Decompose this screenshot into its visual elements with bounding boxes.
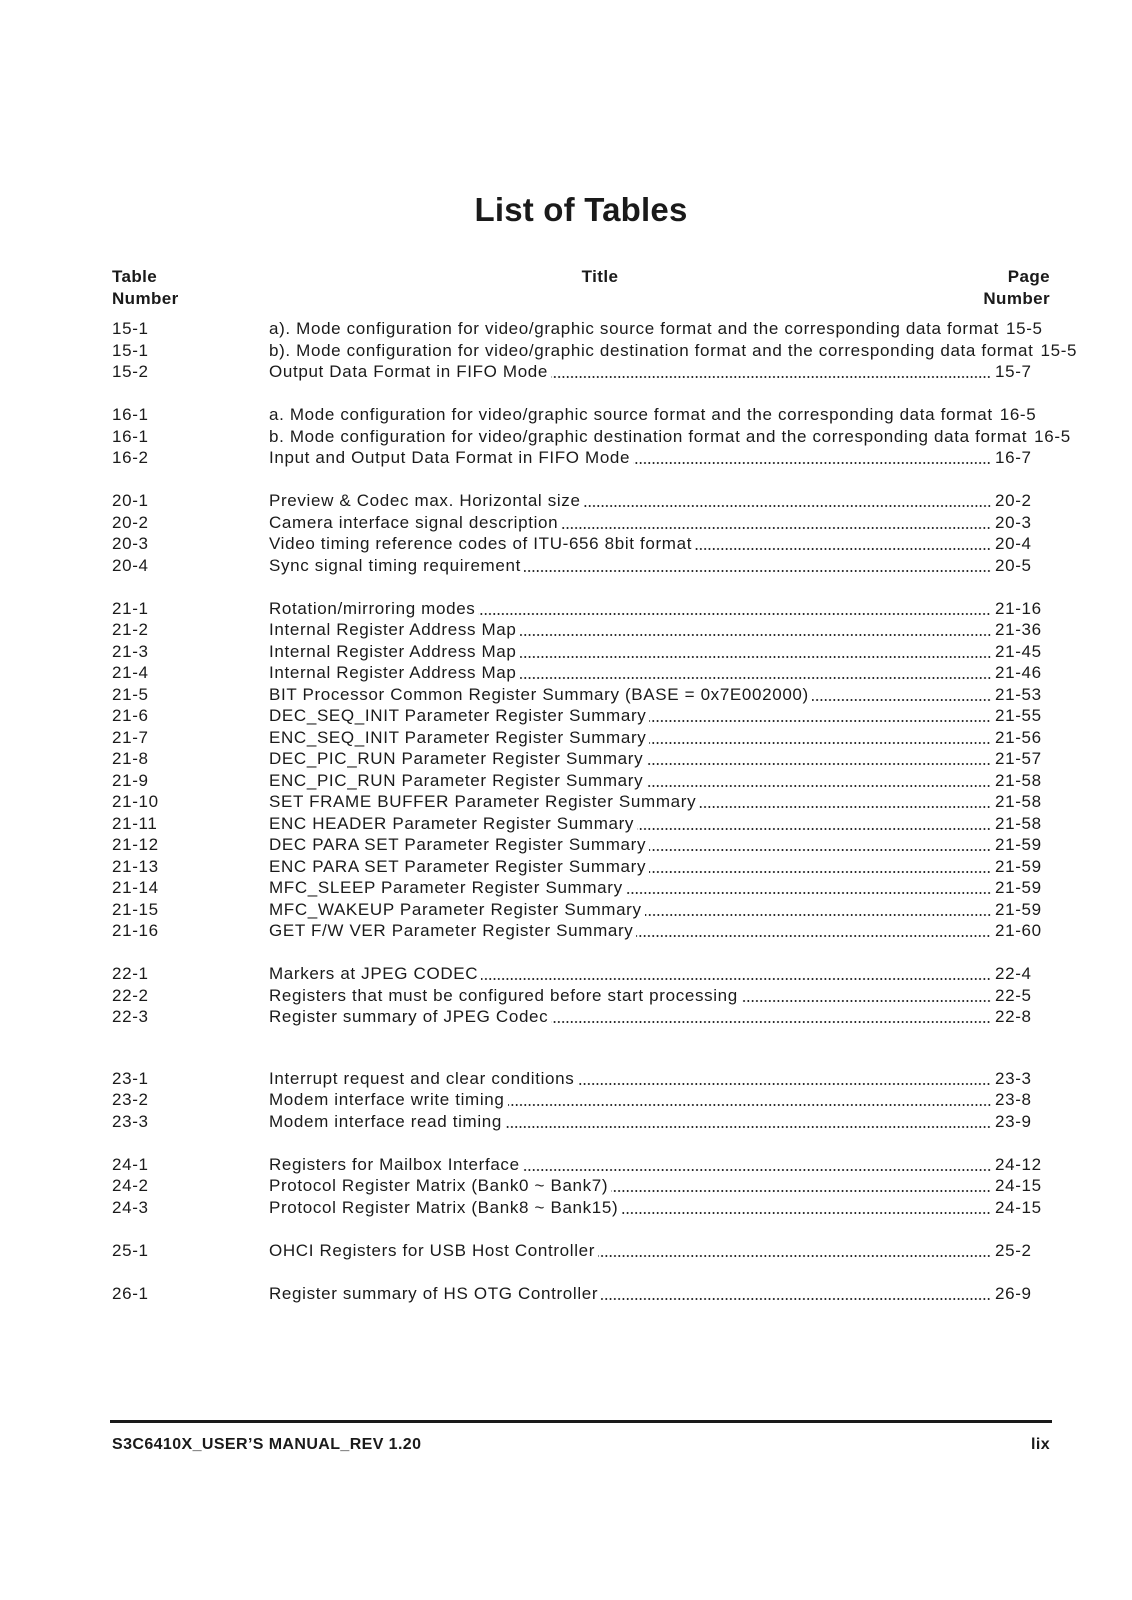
dot-leader — [478, 598, 991, 620]
entry-title: Protocol Register Matrix (Bank8 ~ Bank15) — [269, 1197, 619, 1217]
dot-leader — [649, 834, 991, 856]
footer-page-number: lix — [1031, 1436, 1050, 1453]
entry-title: OHCI Registers for USB Host Controller — [269, 1240, 596, 1260]
dot-leader — [584, 490, 991, 512]
entry-table-number: 20-4 — [112, 555, 149, 575]
dot-leader — [505, 1111, 991, 1133]
entry-title: SET FRAME BUFFER Parameter Register Summary — [269, 792, 697, 811]
dot-leader — [645, 899, 991, 921]
entry-table-number: 22-1 — [112, 964, 149, 983]
entry-page-number: 20-2 — [995, 491, 1032, 510]
entry-table-number: 21-13 — [112, 856, 159, 876]
table-entry[interactable] — [112, 834, 1052, 856]
entry-title: Sync signal timing requirement — [269, 555, 521, 575]
entry-table-number: 16-1 — [112, 426, 149, 446]
entry-title: DEC_SEQ_INIT Parameter Register Summary — [269, 706, 647, 725]
table-entry[interactable] — [112, 899, 1052, 921]
table-entry[interactable] — [112, 791, 1052, 813]
column-heading-line: Title — [581, 267, 619, 286]
entry-title: b. Mode configuration for video/graphic destination format and the corresponding data format — [269, 426, 1028, 446]
entry-title: Modem interface read timing — [269, 1111, 502, 1131]
dot-leader — [598, 1240, 991, 1262]
entry-table-number: 20-1 — [112, 491, 149, 510]
table-entry[interactable] — [112, 662, 1052, 684]
table-entry[interactable] — [112, 856, 1052, 878]
table-entry[interactable] — [112, 318, 1052, 340]
table-entry[interactable] — [112, 1197, 1052, 1219]
entry-title: Markers at JPEG CODEC — [269, 964, 479, 983]
entry-title: DEC PARA SET Parameter Register Summary — [269, 835, 647, 854]
entry-page-number: 22-4 — [995, 964, 1032, 983]
table-entry[interactable] — [112, 490, 1052, 512]
entry-table-number: 23-2 — [112, 1090, 149, 1109]
entry-page-number: 24-12 — [995, 1154, 1042, 1174]
entry-title: Modem interface write timing — [269, 1090, 505, 1109]
entry-page-number: 20-5 — [995, 555, 1032, 575]
entry-title: b). Mode configuration for video/graphic destination format and the corresponding data format — [269, 340, 1034, 360]
entry-page-number: 22-8 — [995, 1007, 1032, 1026]
column-heading-table-number — [112, 266, 179, 310]
column-headings — [112, 266, 1050, 310]
footer-manual-title: S3C6410X_USER’S MANUAL_REV 1.20 — [112, 1436, 422, 1453]
table-group-25 — [112, 1240, 1052, 1262]
dot-leader — [695, 533, 991, 555]
table-group-15 — [112, 318, 1078, 383]
entry-title: ENC PARA SET Parameter Register Summary — [269, 856, 647, 876]
entry-page-number: 23-3 — [995, 1068, 1032, 1088]
table-entry[interactable] — [112, 985, 1052, 1007]
entry-page-number: 21-53 — [995, 684, 1042, 704]
dot-leader — [520, 641, 991, 663]
entry-title: Preview & Codec max. Horizontal size — [269, 491, 581, 510]
entry-page-number: 21-46 — [995, 663, 1042, 682]
entry-table-number: 22-2 — [112, 985, 149, 1005]
footer-divider — [110, 1420, 1052, 1423]
entry-page-number: 21-59 — [995, 878, 1042, 897]
entry-title: MFC_WAKEUP Parameter Register Summary — [269, 899, 642, 919]
entry-page-number: 23-8 — [995, 1090, 1032, 1109]
table-entry[interactable] — [112, 1154, 1052, 1176]
dot-leader — [481, 963, 991, 985]
entry-table-number: 24-1 — [112, 1154, 149, 1174]
entry-title: ENC_PIC_RUN Parameter Register Summary — [269, 770, 644, 790]
entry-title: DEC_PIC_RUN Parameter Register Summary — [269, 749, 644, 768]
column-heading-page-number — [983, 266, 1050, 310]
table-entry[interactable] — [112, 1111, 1052, 1133]
dot-leader — [520, 662, 991, 684]
entry-page-number: 26-9 — [995, 1283, 1032, 1303]
entry-table-number: 16-1 — [112, 405, 149, 424]
table-entry[interactable] — [112, 555, 1052, 577]
dot-leader — [508, 1089, 992, 1111]
entry-title: Interrupt request and clear conditions — [269, 1068, 575, 1088]
dot-leader — [611, 1175, 991, 1197]
entry-table-number: 15-2 — [112, 362, 149, 381]
entry-page-number: 16-5 — [1034, 426, 1071, 446]
dot-leader — [637, 813, 991, 835]
table-group-23 — [112, 1068, 1052, 1133]
table-entry[interactable] — [112, 533, 1052, 555]
table-entry[interactable] — [112, 641, 1052, 663]
table-group-20 — [112, 490, 1052, 576]
dot-leader — [577, 1068, 991, 1090]
entry-title: Register summary of HS OTG Controller — [269, 1283, 599, 1303]
column-heading-line: Number — [983, 289, 1050, 308]
entry-title: GET F/W VER Parameter Register Summary — [269, 921, 634, 940]
dot-leader — [626, 877, 991, 899]
entry-table-number: 20-2 — [112, 512, 149, 532]
entry-table-number: 15-1 — [112, 340, 149, 360]
dot-leader — [699, 791, 991, 813]
table-entry[interactable] — [112, 404, 1052, 426]
dot-leader — [523, 1154, 991, 1176]
entry-table-number: 21-16 — [112, 921, 159, 940]
entry-table-number: 24-3 — [112, 1197, 149, 1217]
entry-title: Internal Register Address Map — [269, 641, 517, 661]
dot-leader — [649, 727, 991, 749]
entry-table-number: 21-9 — [112, 770, 149, 790]
dot-leader — [812, 684, 991, 706]
entry-title: Register summary of JPEG Codec — [269, 1007, 549, 1026]
entry-page-number: 21-60 — [995, 921, 1042, 940]
dot-leader — [649, 705, 991, 727]
table-entry[interactable] — [112, 770, 1052, 792]
entry-title: Video timing reference codes of ITU-656 8bit format — [269, 534, 693, 553]
entry-table-number: 21-8 — [112, 749, 149, 768]
entry-table-number: 21-11 — [112, 813, 158, 833]
table-entry[interactable] — [112, 340, 1078, 362]
dot-leader — [524, 555, 991, 577]
table-entry[interactable] — [112, 361, 1052, 383]
dot-leader — [561, 512, 991, 534]
column-heading-line: Table — [112, 267, 158, 286]
entry-title: ENC HEADER Parameter Register Summary — [269, 813, 635, 833]
dot-leader — [633, 447, 991, 469]
table-entry[interactable] — [112, 426, 1071, 448]
entry-table-number: 21-4 — [112, 663, 149, 682]
dot-leader — [520, 619, 991, 641]
entry-page-number: 16-7 — [995, 448, 1032, 467]
table-entry[interactable] — [112, 1240, 1052, 1262]
column-heading-line: Page — [1007, 267, 1050, 286]
table-entry[interactable] — [112, 705, 1052, 727]
entry-title: Rotation/mirroring modes — [269, 598, 476, 618]
entry-page-number: 21-59 — [995, 835, 1042, 854]
dot-leader — [621, 1197, 991, 1219]
dot-leader — [551, 361, 991, 383]
entry-table-number: 15-1 — [112, 319, 149, 338]
entry-table-number: 21-1 — [112, 598, 149, 618]
entry-page-number: 21-55 — [995, 706, 1042, 725]
entry-title: Internal Register Address Map — [269, 620, 517, 639]
entry-page-number: 20-3 — [995, 512, 1032, 532]
entry-table-number: 21-12 — [112, 835, 159, 854]
entry-title: MFC_SLEEP Parameter Register Summary — [269, 878, 623, 897]
table-entry[interactable] — [112, 598, 1052, 620]
page-footer — [112, 1435, 1050, 1455]
table-group-21 — [112, 598, 1052, 942]
entry-page-number: 23-9 — [995, 1111, 1032, 1131]
entry-page-number: 24-15 — [995, 1176, 1042, 1195]
table-entry[interactable] — [112, 1175, 1052, 1197]
entry-title: Registers that must be configured before start processing — [269, 985, 738, 1005]
entry-page-number: 21-59 — [995, 856, 1042, 876]
entry-table-number: 21-14 — [112, 878, 159, 897]
entry-page-number: 21-58 — [995, 813, 1042, 833]
entry-page-number: 16-5 — [999, 405, 1037, 424]
table-entry[interactable] — [112, 1068, 1052, 1090]
entry-table-number: 25-1 — [112, 1240, 149, 1260]
table-group-26 — [112, 1283, 1052, 1305]
entry-title: ENC_SEQ_INIT Parameter Register Summary — [269, 727, 647, 747]
entry-page-number: 15-7 — [995, 362, 1032, 381]
dot-leader — [636, 920, 991, 942]
entry-page-number: 15-5 — [1006, 319, 1043, 338]
entry-page-number: 21-36 — [995, 620, 1042, 639]
table-list — [112, 318, 1078, 1304]
entry-title: Registers for Mailbox Interface — [269, 1154, 520, 1174]
entry-table-number: 26-1 — [112, 1283, 149, 1303]
table-entry[interactable] — [112, 748, 1052, 770]
entry-title: Internal Register Address Map — [269, 663, 517, 682]
table-entry[interactable] — [112, 813, 1052, 835]
table-entry[interactable] — [112, 727, 1052, 749]
entry-table-number: 20-3 — [112, 534, 149, 553]
entry-title: a). Mode configuration for video/graphic source format and the corresponding data format — [269, 319, 1000, 338]
entry-table-number: 21-10 — [112, 792, 159, 811]
page-title: List of Tables — [474, 191, 688, 228]
entry-page-number: 20-4 — [995, 534, 1032, 553]
table-entry[interactable] — [112, 684, 1052, 706]
entry-page-number: 24-15 — [995, 1197, 1042, 1217]
entry-table-number: 21-7 — [112, 727, 149, 747]
entry-table-number: 21-6 — [112, 706, 149, 725]
entry-table-number: 21-5 — [112, 684, 149, 704]
entry-page-number: 22-5 — [995, 985, 1032, 1005]
entry-page-number: 21-58 — [995, 792, 1042, 811]
entry-page-number: 21-16 — [995, 598, 1042, 618]
dot-leader — [741, 985, 991, 1007]
entry-table-number: 22-3 — [112, 1007, 149, 1026]
column-heading-line: Number — [112, 289, 179, 308]
entry-title: a. Mode configuration for video/graphic source format and the corresponding data format — [269, 405, 993, 424]
entry-table-number: 23-1 — [112, 1068, 149, 1088]
entry-page-number: 21-58 — [995, 770, 1042, 790]
table-group-16 — [112, 404, 1071, 469]
entry-table-number: 21-3 — [112, 641, 149, 661]
table-group-22 — [112, 963, 1052, 1028]
table-entry[interactable] — [112, 877, 1052, 899]
entry-table-number: 23-3 — [112, 1111, 149, 1131]
table-group-24 — [112, 1154, 1052, 1219]
table-entry[interactable] — [112, 619, 1052, 641]
entry-table-number: 21-2 — [112, 620, 149, 639]
entry-page-number: 21-45 — [995, 641, 1042, 661]
dot-leader — [646, 770, 991, 792]
dot-leader — [601, 1283, 991, 1305]
entry-title: Input and Output Data Format in FIFO Mode — [269, 448, 631, 467]
column-heading-title — [269, 266, 931, 288]
entry-page-number: 25-2 — [995, 1240, 1032, 1260]
entry-page-number: 21-59 — [995, 899, 1042, 919]
entry-table-number: 16-2 — [112, 448, 149, 467]
table-entry[interactable] — [112, 920, 1052, 942]
table-entry[interactable] — [112, 1006, 1052, 1028]
table-entry[interactable] — [112, 447, 1052, 469]
dot-leader — [551, 1006, 991, 1028]
dot-leader — [646, 748, 991, 770]
entry-title: BIT Processor Common Register Summary (BASE = 0x7E002000) — [269, 684, 809, 704]
dot-leader — [649, 856, 991, 878]
entry-page-number: 21-57 — [995, 749, 1042, 768]
entry-page-number: 15-5 — [1040, 340, 1078, 360]
table-entry[interactable] — [112, 1089, 1052, 1111]
entry-table-number: 24-2 — [112, 1176, 149, 1195]
entry-title: Camera interface signal description — [269, 512, 559, 532]
table-entry[interactable] — [112, 1283, 1052, 1305]
entry-page-number: 21-56 — [995, 727, 1042, 747]
table-entry[interactable] — [112, 512, 1052, 534]
entry-title: Output Data Format in FIFO Mode — [269, 362, 549, 381]
entry-table-number: 21-15 — [112, 899, 159, 919]
table-entry[interactable] — [112, 963, 1052, 985]
entry-title: Protocol Register Matrix (Bank0 ~ Bank7) — [269, 1176, 609, 1195]
